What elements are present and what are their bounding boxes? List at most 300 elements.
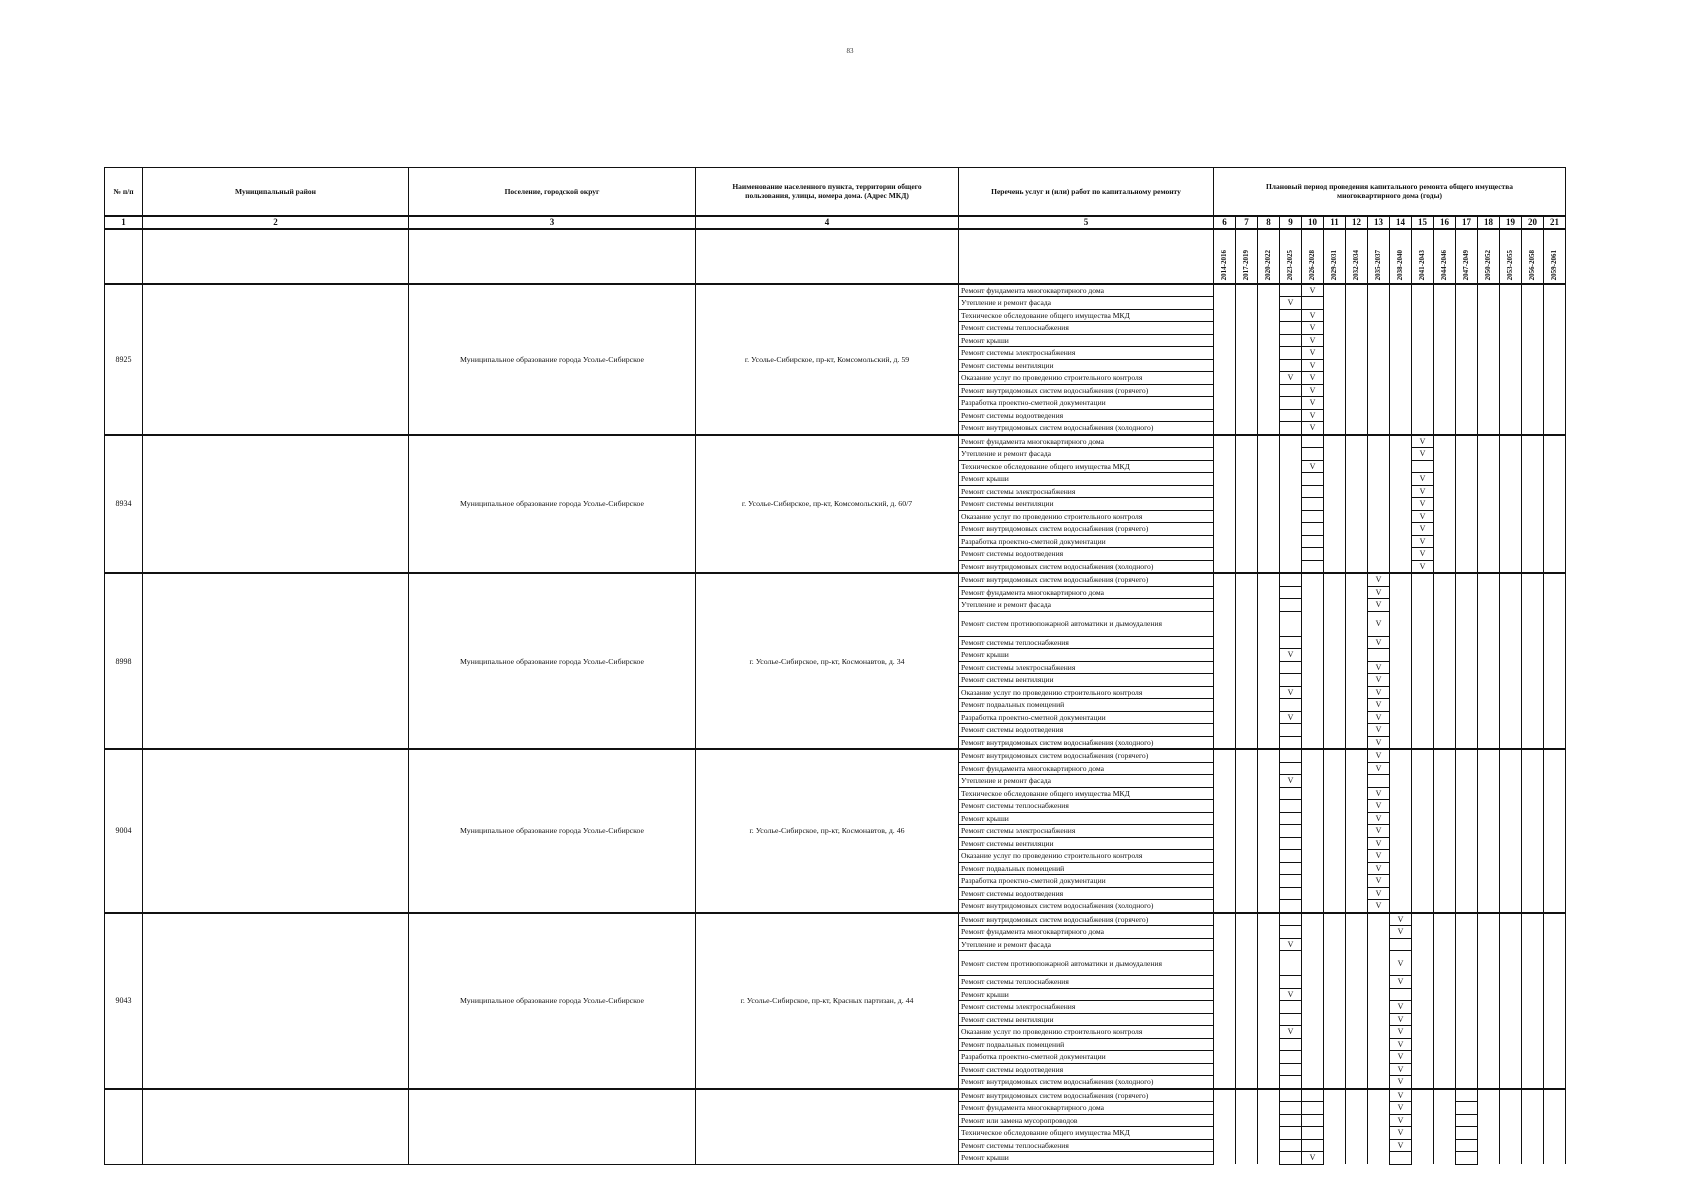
period-mark xyxy=(1280,498,1302,511)
period-mark xyxy=(1236,599,1258,612)
header-col-period: Плановый период проведения капитального ремонта общего имущества многоквартирного дома (годы) xyxy=(1214,168,1566,216)
period-mark xyxy=(1214,485,1236,498)
period-mark: V xyxy=(1368,686,1390,699)
period-mark xyxy=(1368,535,1390,548)
period-mark xyxy=(1214,560,1236,573)
period-label xyxy=(1280,229,1302,284)
period-mark xyxy=(1522,762,1544,775)
period-mark xyxy=(1346,661,1368,674)
period-mark xyxy=(1368,473,1390,486)
period-mark xyxy=(1258,409,1280,422)
work-item: Ремонт внутридомовых систем водоснабжения (горячего) xyxy=(959,384,1214,397)
period-mark xyxy=(1346,284,1368,297)
period-mark xyxy=(1434,384,1456,397)
period-mark xyxy=(1390,775,1412,788)
period-mark xyxy=(1214,1089,1236,1102)
period-mark xyxy=(1236,887,1258,900)
period-mark xyxy=(1522,586,1544,599)
period-mark xyxy=(1302,560,1324,573)
period-mark xyxy=(1236,762,1258,775)
period-mark xyxy=(1500,913,1522,926)
period-mark xyxy=(1544,661,1566,674)
period-mark xyxy=(1544,1127,1566,1140)
period-mark xyxy=(1434,951,1456,976)
period-mark xyxy=(1456,573,1478,586)
period-mark xyxy=(1258,535,1280,548)
period-mark xyxy=(1258,284,1280,297)
period-mark xyxy=(1478,686,1500,699)
period-mark xyxy=(1258,523,1280,536)
period-mark xyxy=(1522,862,1544,875)
period-mark xyxy=(1522,636,1544,649)
period-mark xyxy=(1434,1152,1456,1165)
period-mark xyxy=(1302,523,1324,536)
period-mark xyxy=(1390,850,1412,863)
period-mark xyxy=(1500,825,1522,838)
period-mark: V xyxy=(1368,812,1390,825)
work-item: Ремонт подвальных помещений xyxy=(959,862,1214,875)
house-id: 8934 xyxy=(105,435,143,574)
period-mark xyxy=(1500,548,1522,561)
period-mark xyxy=(1368,284,1390,297)
period-mark xyxy=(1500,535,1522,548)
period-mark: V xyxy=(1280,297,1302,310)
period-mark xyxy=(1258,435,1280,448)
column-number: 7 xyxy=(1236,216,1258,229)
period-mark xyxy=(1324,599,1346,612)
period-mark xyxy=(1302,473,1324,486)
period-mark xyxy=(1500,359,1522,372)
period-mark xyxy=(1478,850,1500,863)
period-mark xyxy=(1368,976,1390,989)
period-mark xyxy=(1544,800,1566,813)
period-mark xyxy=(1456,1089,1478,1102)
period-mark xyxy=(1214,435,1236,448)
period-mark xyxy=(1302,498,1324,511)
period-mark xyxy=(1368,309,1390,322)
period-mark xyxy=(1214,686,1236,699)
period-mark xyxy=(1324,938,1346,951)
period-mark: V xyxy=(1280,1026,1302,1039)
period-mark xyxy=(1412,297,1434,310)
period-mark xyxy=(1236,1063,1258,1076)
period-mark xyxy=(1214,1001,1236,1014)
period-mark xyxy=(1390,800,1412,813)
period-mark: V xyxy=(1390,1051,1412,1064)
period-mark xyxy=(1324,498,1346,511)
period-mark xyxy=(1302,787,1324,800)
period-mark xyxy=(1214,837,1236,850)
period-mark xyxy=(1390,862,1412,875)
period-mark xyxy=(1522,875,1544,888)
period-mark xyxy=(1456,284,1478,297)
period-mark xyxy=(1390,699,1412,712)
period-mark xyxy=(1522,573,1544,586)
period-mark xyxy=(1456,384,1478,397)
house-address xyxy=(696,1089,959,1165)
period-mark xyxy=(1324,762,1346,775)
period-mark xyxy=(1346,322,1368,335)
period-mark xyxy=(1500,309,1522,322)
period-mark xyxy=(1280,636,1302,649)
period-mark xyxy=(1214,875,1236,888)
work-item: Ремонт системы теплоснабжения xyxy=(959,976,1214,989)
period-mark xyxy=(1346,887,1368,900)
period-mark xyxy=(1478,1063,1500,1076)
period-mark xyxy=(1390,409,1412,422)
period-mark xyxy=(1280,825,1302,838)
period-mark xyxy=(1236,560,1258,573)
period-mark xyxy=(1500,611,1522,636)
period-mark xyxy=(1302,862,1324,875)
period-mark xyxy=(1478,586,1500,599)
period-mark xyxy=(1280,724,1302,737)
period-mark xyxy=(1522,1038,1544,1051)
period-mark xyxy=(1500,1152,1522,1165)
period-mark xyxy=(1258,837,1280,850)
period-mark xyxy=(1302,1127,1324,1140)
period-mark xyxy=(1544,548,1566,561)
period-mark xyxy=(1478,825,1500,838)
period-mark xyxy=(1478,661,1500,674)
period-mark xyxy=(1544,1013,1566,1026)
period-mark xyxy=(1324,862,1346,875)
period-mark xyxy=(1522,599,1544,612)
period-mark xyxy=(1346,711,1368,724)
period-mark xyxy=(1236,636,1258,649)
period-mark xyxy=(1412,1026,1434,1039)
period-mark xyxy=(1434,976,1456,989)
period-mark xyxy=(1324,875,1346,888)
period-mark xyxy=(1258,926,1280,939)
period-mark xyxy=(1236,397,1258,410)
period-mark xyxy=(1500,711,1522,724)
period-mark: V xyxy=(1412,548,1434,561)
period-mark: V xyxy=(1368,736,1390,749)
period-mark xyxy=(1258,850,1280,863)
period-mark xyxy=(1544,384,1566,397)
period-mark xyxy=(1214,636,1236,649)
period-mark xyxy=(1478,1089,1500,1102)
period-mark xyxy=(1236,938,1258,951)
period-mark xyxy=(1522,435,1544,448)
period-mark xyxy=(1544,409,1566,422)
period-mark xyxy=(1544,711,1566,724)
period-mark xyxy=(1302,674,1324,687)
work-item: Ремонт фундамента многоквартирного дома xyxy=(959,762,1214,775)
period-mark xyxy=(1258,1089,1280,1102)
period-mark xyxy=(1544,862,1566,875)
period-mark xyxy=(1390,787,1412,800)
period-mark xyxy=(1324,724,1346,737)
period-mark xyxy=(1258,1127,1280,1140)
period-mark xyxy=(1214,460,1236,473)
period-mark xyxy=(1478,862,1500,875)
period-mark: V xyxy=(1390,951,1412,976)
period-mark xyxy=(1456,862,1478,875)
period-mark xyxy=(1280,548,1302,561)
period-mark xyxy=(1456,372,1478,385)
period-mark xyxy=(1258,976,1280,989)
period-mark xyxy=(1368,1139,1390,1152)
period-mark: V xyxy=(1368,636,1390,649)
work-item: Ремонт системы вентиляции xyxy=(959,359,1214,372)
period-mark xyxy=(1434,1063,1456,1076)
period-mark xyxy=(1434,775,1456,788)
period-mark xyxy=(1456,850,1478,863)
period-mark xyxy=(1456,762,1478,775)
period-mark: V xyxy=(1368,850,1390,863)
period-mark xyxy=(1434,611,1456,636)
period-mark xyxy=(1346,1001,1368,1014)
period-mark xyxy=(1280,887,1302,900)
period-mark xyxy=(1434,938,1456,951)
period-mark xyxy=(1214,1013,1236,1026)
period-mark xyxy=(1478,1013,1500,1026)
period-mark xyxy=(1544,322,1566,335)
district-name xyxy=(143,1089,409,1165)
work-item: Оказание услуг по проведению строительного контроля xyxy=(959,372,1214,385)
period-mark: V xyxy=(1368,611,1390,636)
period-mark xyxy=(1236,372,1258,385)
period-label xyxy=(1236,229,1258,284)
period-mark xyxy=(1258,988,1280,1001)
period-mark xyxy=(1368,1013,1390,1026)
period-mark xyxy=(1258,951,1280,976)
period-mark xyxy=(1346,862,1368,875)
period-mark xyxy=(1258,1026,1280,1039)
period-mark xyxy=(1280,951,1302,976)
period-mark xyxy=(1434,1127,1456,1140)
period-mark xyxy=(1236,1038,1258,1051)
period-mark xyxy=(1522,724,1544,737)
period-mark xyxy=(1390,460,1412,473)
period-mark xyxy=(1236,448,1258,461)
period-mark xyxy=(1214,900,1236,913)
period-mark xyxy=(1500,573,1522,586)
period-mark xyxy=(1522,309,1544,322)
period-mark: V xyxy=(1412,560,1434,573)
period-mark xyxy=(1324,812,1346,825)
period-mark xyxy=(1302,611,1324,636)
period-mark: V xyxy=(1390,1063,1412,1076)
period-mark xyxy=(1390,711,1412,724)
period-text: 2053-2055 xyxy=(1506,250,1514,281)
period-mark: V xyxy=(1368,800,1390,813)
period-mark xyxy=(1434,913,1456,926)
period-label xyxy=(1258,229,1280,284)
column-number: 15 xyxy=(1412,216,1434,229)
period-mark xyxy=(1478,535,1500,548)
period-mark xyxy=(1280,736,1302,749)
period-mark xyxy=(1434,825,1456,838)
period-mark xyxy=(1412,1089,1434,1102)
period-mark xyxy=(1456,699,1478,712)
period-mark xyxy=(1214,1127,1236,1140)
column-number: 1 xyxy=(105,216,143,229)
period-mark xyxy=(1500,951,1522,976)
period-mark xyxy=(1346,409,1368,422)
period-mark xyxy=(1500,800,1522,813)
work-item: Ремонт подвальных помещений xyxy=(959,1038,1214,1051)
period-mark xyxy=(1302,1114,1324,1127)
period-mark xyxy=(1434,498,1456,511)
period-mark xyxy=(1302,1063,1324,1076)
period-mark xyxy=(1390,724,1412,737)
period-mark xyxy=(1478,988,1500,1001)
column-number: 12 xyxy=(1346,216,1368,229)
period-mark xyxy=(1324,1127,1346,1140)
period-mark xyxy=(1214,359,1236,372)
column-number: 17 xyxy=(1456,216,1478,229)
period-mark xyxy=(1324,850,1346,863)
period-mark xyxy=(1434,309,1456,322)
period-mark xyxy=(1236,1127,1258,1140)
period-mark xyxy=(1324,611,1346,636)
period-mark xyxy=(1280,473,1302,486)
period-mark xyxy=(1280,661,1302,674)
period-mark xyxy=(1500,988,1522,1001)
period-mark xyxy=(1214,1063,1236,1076)
period-mark xyxy=(1500,1127,1522,1140)
period-mark xyxy=(1544,599,1566,612)
period-mark xyxy=(1324,887,1346,900)
period-mark xyxy=(1522,284,1544,297)
period-mark xyxy=(1390,322,1412,335)
period-mark xyxy=(1412,938,1434,951)
period-mark xyxy=(1500,372,1522,385)
period-mark xyxy=(1456,498,1478,511)
period-mark xyxy=(1412,926,1434,939)
period-mark xyxy=(1478,1102,1500,1115)
period-mark xyxy=(1214,535,1236,548)
work-item: Ремонт системы теплоснабжения xyxy=(959,800,1214,813)
period-mark xyxy=(1412,812,1434,825)
period-mark: V xyxy=(1302,422,1324,435)
period-mark xyxy=(1434,926,1456,939)
period-mark xyxy=(1324,586,1346,599)
house-address: г. Усолье-Сибирское, пр-кт, Комсомольский, д. 59 xyxy=(696,284,959,435)
period-mark xyxy=(1412,334,1434,347)
work-item: Ремонт системы вентиляции xyxy=(959,674,1214,687)
period-mark xyxy=(1236,1051,1258,1064)
period-mark xyxy=(1434,435,1456,448)
period-mark xyxy=(1522,1139,1544,1152)
settlement-name: Муниципальное образование города Усолье-Сибирское xyxy=(409,573,696,749)
period-mark xyxy=(1280,699,1302,712)
period-mark xyxy=(1214,1038,1236,1051)
period-mark xyxy=(1478,422,1500,435)
period-mark xyxy=(1456,812,1478,825)
column-number: 5 xyxy=(959,216,1214,229)
period-mark xyxy=(1258,322,1280,335)
period-mark xyxy=(1236,800,1258,813)
period-mark xyxy=(1478,460,1500,473)
period-mark xyxy=(1544,586,1566,599)
period-mark xyxy=(1346,448,1368,461)
period-mark xyxy=(1456,1013,1478,1026)
period-mark xyxy=(1390,812,1412,825)
period-mark xyxy=(1302,1038,1324,1051)
period-mark xyxy=(1236,1139,1258,1152)
period-mark xyxy=(1368,548,1390,561)
period-mark xyxy=(1478,573,1500,586)
period-mark xyxy=(1302,573,1324,586)
period-mark xyxy=(1280,913,1302,926)
period-mark xyxy=(1412,586,1434,599)
period-mark xyxy=(1456,1076,1478,1089)
work-item: Ремонт крыши xyxy=(959,988,1214,1001)
period-mark xyxy=(1390,448,1412,461)
period-mark xyxy=(1544,334,1566,347)
period-mark xyxy=(1214,926,1236,939)
period-mark xyxy=(1412,913,1434,926)
period-mark xyxy=(1522,661,1544,674)
period-mark xyxy=(1500,1051,1522,1064)
period-mark xyxy=(1478,548,1500,561)
period-mark xyxy=(1434,359,1456,372)
header-row xyxy=(105,168,1566,216)
period-mark xyxy=(1214,372,1236,385)
period-mark xyxy=(1302,887,1324,900)
period-mark xyxy=(1500,926,1522,939)
period-mark xyxy=(1236,498,1258,511)
period-mark xyxy=(1280,850,1302,863)
period-mark xyxy=(1544,1076,1566,1089)
work-item: Техническое обследование общего имущества МКД xyxy=(959,309,1214,322)
period-text: 2020-2022 xyxy=(1264,250,1272,281)
period-mark xyxy=(1368,913,1390,926)
period-mark xyxy=(1346,1152,1368,1165)
period-mark xyxy=(1522,736,1544,749)
period-mark xyxy=(1544,736,1566,749)
period-mark xyxy=(1302,1102,1324,1115)
period-mark xyxy=(1390,560,1412,573)
house-address: г. Усолье-Сибирское, пр-кт, Комсомольский, д. 60/7 xyxy=(696,435,959,574)
period-mark xyxy=(1214,1102,1236,1115)
period-mark xyxy=(1500,1114,1522,1127)
period-mark xyxy=(1500,724,1522,737)
period-mark xyxy=(1258,649,1280,662)
period-mark xyxy=(1346,473,1368,486)
period-mark xyxy=(1236,1102,1258,1115)
period-mark xyxy=(1390,636,1412,649)
period-mark xyxy=(1236,900,1258,913)
period-mark xyxy=(1368,359,1390,372)
period-mark xyxy=(1236,384,1258,397)
period-mark xyxy=(1280,510,1302,523)
period-mark xyxy=(1368,1038,1390,1051)
period-mark xyxy=(1412,887,1434,900)
period-mark xyxy=(1214,850,1236,863)
period-mark xyxy=(1214,913,1236,926)
period-mark xyxy=(1434,372,1456,385)
period-mark: V xyxy=(1280,372,1302,385)
work-item: Ремонт внутридомовых систем водоснабжения (горячего) xyxy=(959,913,1214,926)
period-mark xyxy=(1544,1063,1566,1076)
period-mark xyxy=(1302,1051,1324,1064)
period-mark xyxy=(1214,422,1236,435)
period-text: 2047-2049 xyxy=(1462,250,1470,281)
period-mark xyxy=(1478,762,1500,775)
period-mark xyxy=(1280,586,1302,599)
period-mark xyxy=(1236,309,1258,322)
period-mark xyxy=(1412,699,1434,712)
period-mark xyxy=(1324,384,1346,397)
work-item: Ремонт внутридомовых систем водоснабжения (горячего) xyxy=(959,1089,1214,1102)
period-mark xyxy=(1236,787,1258,800)
period-mark xyxy=(1412,1013,1434,1026)
